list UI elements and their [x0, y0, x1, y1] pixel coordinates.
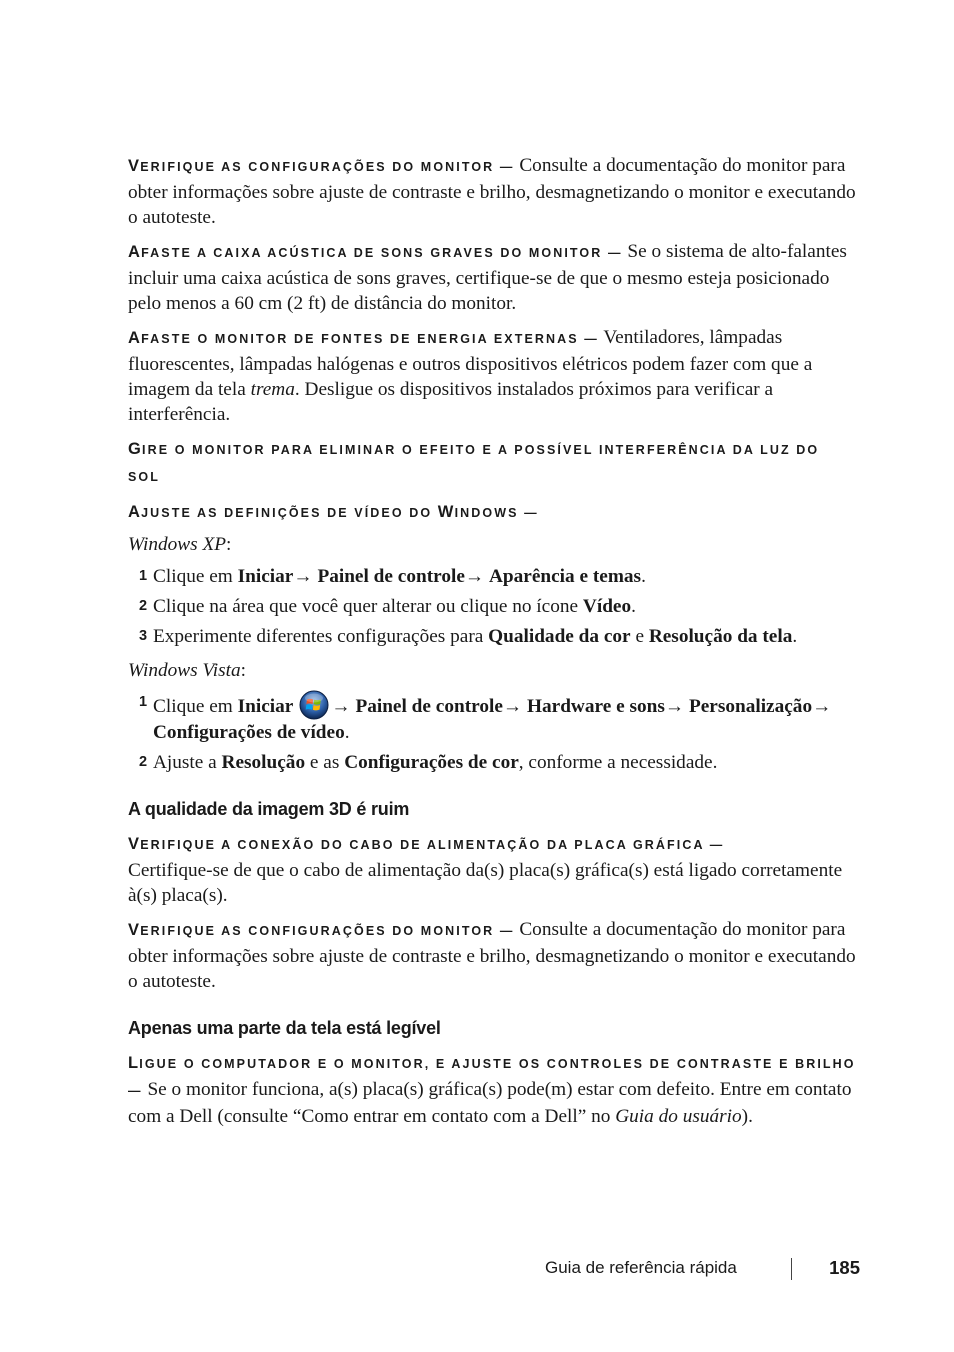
- section-title-3d-quality: A qualidade da imagem 3D é ruim: [128, 799, 410, 819]
- paragraph-text: Se o monitor funciona, a(s) placa(s) gráfica(s) pode(m) estar com defeito. Entre em contato com a Dell (consulte “Como entrar em contato com a Dell” no: [128, 1079, 852, 1127]
- paragraph-text: Certifique-se de que o cabo de alimentação da(s) placa(s) gráfica(s) está ligado corretamente à(s) placa(s).: [128, 860, 843, 906]
- step-text: Experimente diferentes configurações para Qualidade da cor e Resolução da tela.: [153, 626, 798, 647]
- paragraph-text: Consulte a documentação do monitor para obter informações sobre ajuste de contraste e brilho, desmagnetizando o monitor e executando o autoteste.: [128, 155, 856, 228]
- vista-step-2: [128, 750, 856, 775]
- step-number: 2: [139, 754, 148, 770]
- paragraph-turn-on-and-adjust: [128, 1050, 856, 1129]
- page-footer: [545, 1256, 860, 1282]
- paragraph-text: Ventiladores, lâmpadas fluorescentes, lâmpadas halógenas e outros dispositivos elétricos podem fazer com que a imagem da tela: [128, 327, 813, 400]
- run-in-heading: AFASTE O MONITOR DE FONTES DE ENERGIA EXTERNAS —: [128, 329, 599, 347]
- section-title-partial-screen: Apenas uma parte da tela está legível: [128, 1018, 441, 1038]
- emphasis-text: trema: [250, 379, 295, 400]
- run-in-heading: GIRE O MONITOR PARA ELIMINAR O EFEITO E A POSSÍVEL INTERFERÊNCIA DA LUZ DO SOL: [128, 440, 820, 484]
- vista-step-1: [128, 690, 856, 745]
- paragraph-move-subwoofer: [128, 239, 856, 316]
- step-number: 3: [139, 628, 148, 644]
- paragraph-check-graphics-power-cable: [128, 831, 856, 908]
- os-label-windows-vista: Windows Vista:: [128, 660, 247, 681]
- run-in-heading: VERIFIQUE A CONEXÃO DO CABO DE ALIMENTAÇÃO DA PLACA GRÁFICA —: [128, 835, 725, 853]
- run-in-heading: AJUSTE AS DEFINIÇÕES DE VÍDEO DO WINDOWS —: [128, 503, 539, 521]
- run-in-heading: AFASTE A CAIXA ACÚSTICA DE SONS GRAVES DO MONITOR —: [128, 243, 623, 261]
- emphasis-text: Guia do usuário: [615, 1106, 742, 1127]
- xp-step-1: [128, 564, 856, 589]
- step-text: Clique em Iniciar → Painel de controle→ Hardware e sons→ Personalização→ Configurações de vídeo.: [153, 690, 856, 745]
- page-body: [128, 153, 856, 1138]
- step-number: 2: [139, 598, 148, 614]
- run-in-heading: LIGUE O COMPUTADOR E O MONITOR, E AJUSTE OS CONTROLES DE CONTRASTE E BRILHO —: [128, 1054, 856, 1098]
- paragraph-text: Consulte a documentação do monitor para obter informações sobre ajuste de contraste e brilho, desmagnetizando o monitor e executando o autoteste.: [128, 919, 856, 992]
- paragraph-adjust-windows-video: [128, 499, 856, 526]
- step-text: Ajuste a Resolução e as Configurações de cor, conforme a necessidade.: [153, 752, 718, 773]
- step-number: 1: [139, 568, 148, 584]
- step-number: 1: [139, 694, 148, 710]
- xp-step-3: [128, 624, 856, 649]
- paragraph-text: Se o sistema de alto-falantes incluir uma caixa acústica de sons graves, certifique-se de que o mesmo esteja posicionado pelo menos a 60 cm (2 ft) de distância do monitor.: [128, 241, 847, 314]
- page-number: 185: [829, 1257, 860, 1278]
- step-text: Clique na área que você quer alterar ou clique no ícone Vídeo.: [153, 596, 636, 617]
- footer-divider: [791, 1258, 792, 1280]
- run-in-heading: VERIFIQUE AS CONFIGURAÇÕES DO MONITOR —: [128, 921, 515, 939]
- os-label-windows-xp: Windows XP:: [128, 534, 232, 555]
- windows-start-orb-icon: [299, 690, 329, 720]
- paragraph-rotate-monitor: [128, 436, 856, 490]
- paragraph-check-monitor-settings: [128, 153, 856, 230]
- xp-step-2: [128, 594, 856, 619]
- paragraph-check-monitor-settings-2: [128, 917, 856, 994]
- paragraph-text: . Desligue os dispositivos instalados próximos para verificar a interferência.: [128, 379, 774, 425]
- paragraph-text: ).: [741, 1106, 753, 1127]
- footer-title: Guia de referência rápida: [545, 1258, 737, 1277]
- paragraph-move-from-power-sources: [128, 325, 856, 427]
- run-in-heading: VERIFIQUE AS CONFIGURAÇÕES DO MONITOR —: [128, 157, 515, 175]
- step-text: Clique em Iniciar→ Painel de controle→ Aparência e temas.: [153, 566, 646, 587]
